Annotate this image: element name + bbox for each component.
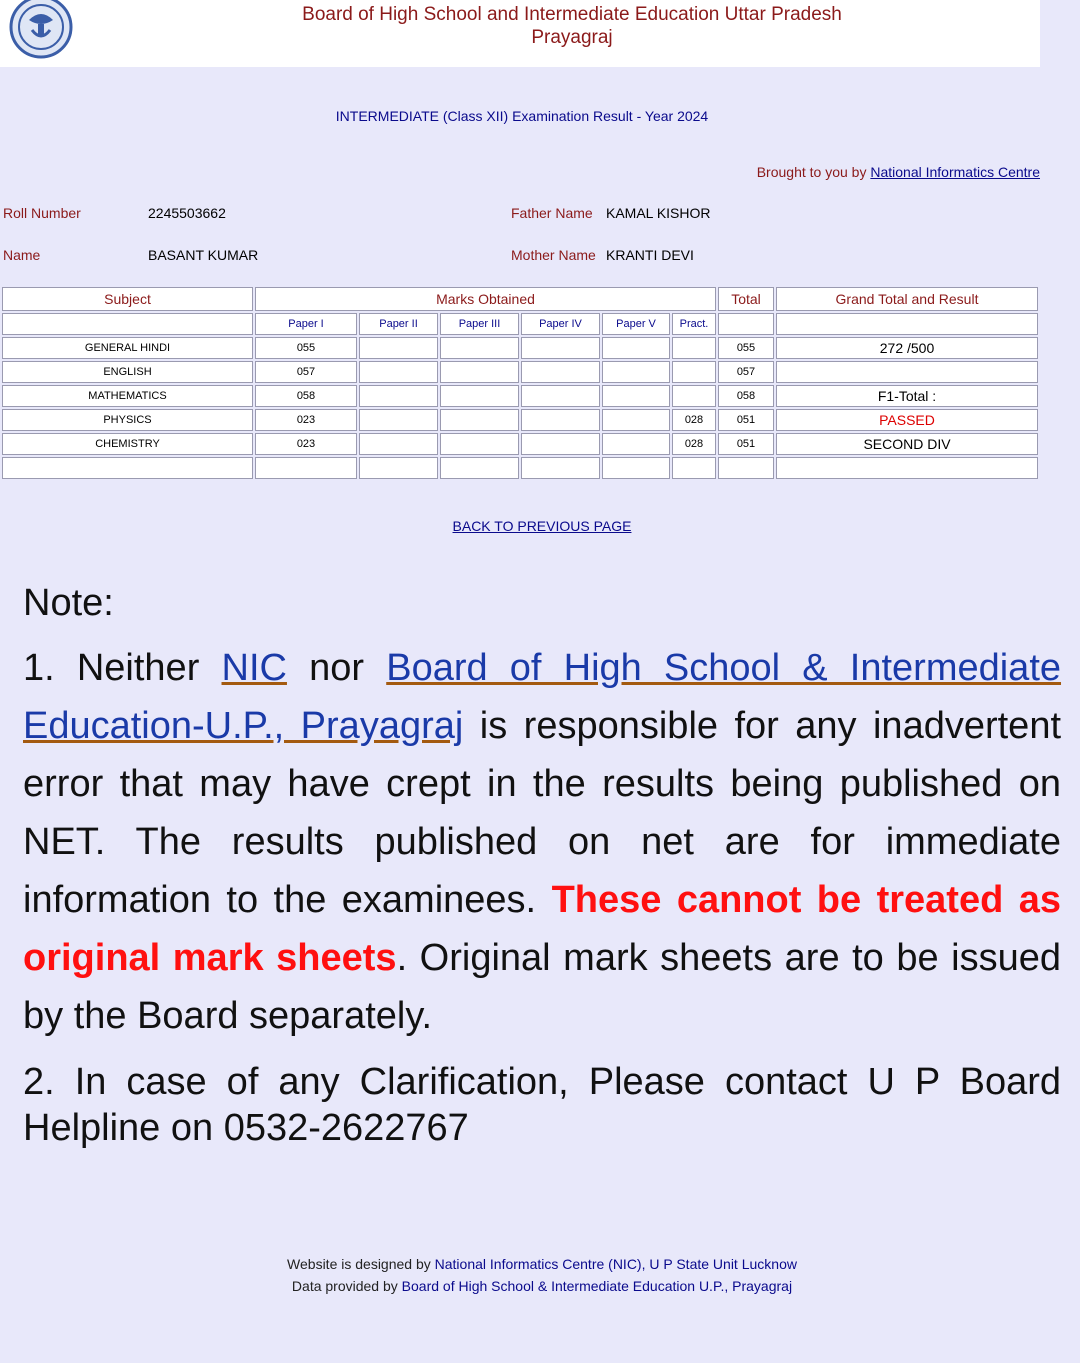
result-label-cell: F1-Total : xyxy=(776,385,1038,407)
subject-cell: MATHEMATICS xyxy=(2,385,253,407)
marks-header: Marks Obtained xyxy=(255,287,716,311)
grand-total-header: Grand Total and Result xyxy=(776,287,1038,311)
paper-1-cell: 023 xyxy=(255,433,357,455)
total-cell: 051 xyxy=(718,409,774,431)
paper-2-header: Paper II xyxy=(359,313,438,335)
subject-cell: CHEMISTRY xyxy=(2,433,253,455)
footer-nic-text: National Informatics Centre (NIC), U P State Unit Lucknow xyxy=(434,1256,797,1272)
brought-by-prefix: Brought to you by xyxy=(756,164,867,180)
header-bar xyxy=(0,0,1040,67)
title-line-2: Prayagraj xyxy=(531,27,613,48)
result-cell xyxy=(776,361,1038,383)
name-value: BASANT KUMAR xyxy=(148,247,259,263)
table-row xyxy=(2,433,1038,455)
footer-line-1 xyxy=(0,1253,1080,1275)
total-cell: 057 xyxy=(718,361,774,383)
division-cell: SECOND DIV xyxy=(776,433,1038,455)
footer-line-2 xyxy=(0,1275,1080,1297)
page-title xyxy=(0,3,1080,49)
roll-number-value: 2245503662 xyxy=(148,205,226,221)
total-cell: 051 xyxy=(718,433,774,455)
father-name-value: KAMAL KISHOR xyxy=(606,205,711,221)
table-header-row xyxy=(2,287,1038,311)
note-title: Note: xyxy=(23,582,114,624)
table-row xyxy=(2,361,1038,383)
paper-1-cell: 057 xyxy=(255,361,357,383)
table-subheader-row xyxy=(2,313,1038,335)
note-text: . Original mark sheets are to be issued by the Board separately. xyxy=(23,937,1062,1037)
paper-4-header: Paper IV xyxy=(521,313,600,335)
warning-text: These cannot be treated as original mark sheets xyxy=(23,879,1061,979)
nic-link[interactable]: National Informatics Centre xyxy=(870,164,1040,180)
total-header: Total xyxy=(718,287,774,311)
practical-cell xyxy=(672,385,716,407)
paper-3-header: Paper III xyxy=(440,313,519,335)
subject-cell: ENGLISH xyxy=(2,361,253,383)
note-text: nor xyxy=(286,647,387,689)
grand-total-cell: 272 /500 xyxy=(776,337,1038,359)
father-name-label: Father Name xyxy=(511,205,593,221)
note-section xyxy=(23,582,1061,1151)
table-row xyxy=(2,385,1038,407)
note-text: 1. Neither xyxy=(23,647,222,689)
table-row xyxy=(2,409,1038,431)
result-status-cell: PASSED xyxy=(776,409,1038,431)
exam-title: INTERMEDIATE (Class XII) Examination Result - Year 2024 xyxy=(335,108,709,124)
paper-1-header: Paper I xyxy=(255,313,357,335)
subject-cell: GENERAL HINDI xyxy=(2,337,253,359)
nic-note-link[interactable]: NIC xyxy=(221,647,287,689)
practical-cell xyxy=(672,361,716,383)
marks-table xyxy=(0,285,1040,481)
paper-1-cell: 023 xyxy=(255,409,357,431)
total-cell: 058 xyxy=(718,385,774,407)
subject-cell: PHYSICS xyxy=(2,409,253,431)
practical-cell: 028 xyxy=(672,409,716,431)
back-to-previous-page-link[interactable]: BACK TO PREVIOUS PAGE xyxy=(452,518,632,534)
note-paragraph-1 xyxy=(23,639,1061,1045)
paper-1-cell: 055 xyxy=(255,337,357,359)
table-row xyxy=(2,337,1038,359)
paper-5-header: Paper V xyxy=(602,313,670,335)
note-text: is responsible for any inadvertent error that may have crept in the results being published on NET. The results published on net are for immediate information to the examinees. xyxy=(23,705,1062,921)
paper-1-cell: 058 xyxy=(255,385,357,407)
table-row xyxy=(2,457,1038,479)
name-label: Name xyxy=(3,247,41,263)
board-note-link[interactable]: Board of High School & Intermediate Education-U.P., Prayagraj xyxy=(23,647,1062,747)
total-cell: 055 xyxy=(718,337,774,359)
brought-by xyxy=(757,164,1040,180)
back-link-container xyxy=(0,518,1080,534)
footer-board-text: Board of High School & Intermediate Education U.P., Prayagraj xyxy=(401,1278,793,1294)
practical-cell xyxy=(672,337,716,359)
roll-number-label: Roll Number xyxy=(3,205,81,221)
footer-data-by: Data provided by xyxy=(291,1278,398,1294)
practical-cell: 028 xyxy=(672,433,716,455)
note-paragraph-2: 2. In case of any Clarification, Please contact U P Board Helpline on 0532-2622767 xyxy=(23,1061,1061,1149)
subject-header: Subject xyxy=(2,287,253,311)
mother-name-value: KRANTI DEVI xyxy=(606,247,694,263)
footer xyxy=(0,1253,1080,1297)
practical-header: Pract. xyxy=(672,313,716,335)
title-line-1: Board of High School and Intermediate Education Uttar Pradesh xyxy=(302,4,842,25)
footer-designed-by: Website is designed by xyxy=(287,1256,431,1272)
mother-name-label: Mother Name xyxy=(511,247,596,263)
